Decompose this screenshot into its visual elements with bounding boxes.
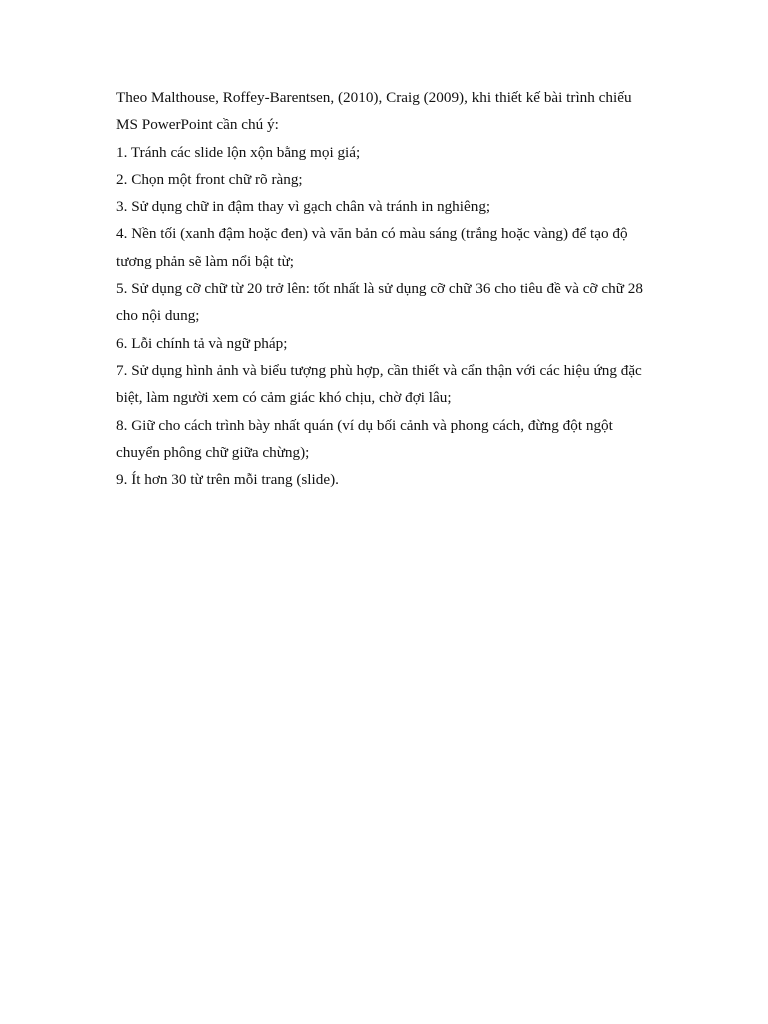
list-item-8: 8. Giữ cho cách trình bày nhất quán (ví dụ bối cảnh và phong cách, đừng đột ngột chuyển phông chữ giữa chừng); — [116, 416, 613, 461]
list-item-7: 7. Sử dụng hình ảnh và biểu tượng phù hợp, cần thiết và cẩn thận với các hiệu ứng đặc biệt, làm người xem có cảm giác khó chịu, chờ đợi lâu; — [116, 361, 642, 407]
list-item-1: 1. Tránh các slide lộn xộn bằng mọi giá; — [116, 143, 361, 161]
document-body — [116, 84, 656, 493]
intro-paragraph: Theo Malthouse, Roffey-Barentsen, (2010), Craig (2009), khi thiết kế bài trình chiếu MS PowerPoint cần chú ý: — [116, 89, 632, 134]
list-item-3: 3. Sử dụng chữ in đậm thay vì gạch chân và tránh in nghiêng; — [116, 198, 491, 216]
list-item-9: 9. Ít hơn 30 từ trên mỗi trang (slide). — [116, 471, 339, 489]
list-item-6: 6. Lỗi chính tả và ngữ pháp; — [116, 334, 288, 352]
list-item-2: 2. Chọn một front chữ rõ ràng; — [116, 170, 303, 188]
list-item-4: 4. Nền tối (xanh đậm hoặc đen) và văn bản có màu sáng (trắng hoặc vàng) để tạo độ tương phản sẽ làm nổi bật từ; — [116, 225, 628, 270]
list-item-5: 5. Sử dụng cỡ chữ từ 20 trở lên: tốt nhất là sử dụng cỡ chữ 36 cho tiêu đề và cỡ chữ 28 cho nội dung; — [116, 280, 643, 325]
